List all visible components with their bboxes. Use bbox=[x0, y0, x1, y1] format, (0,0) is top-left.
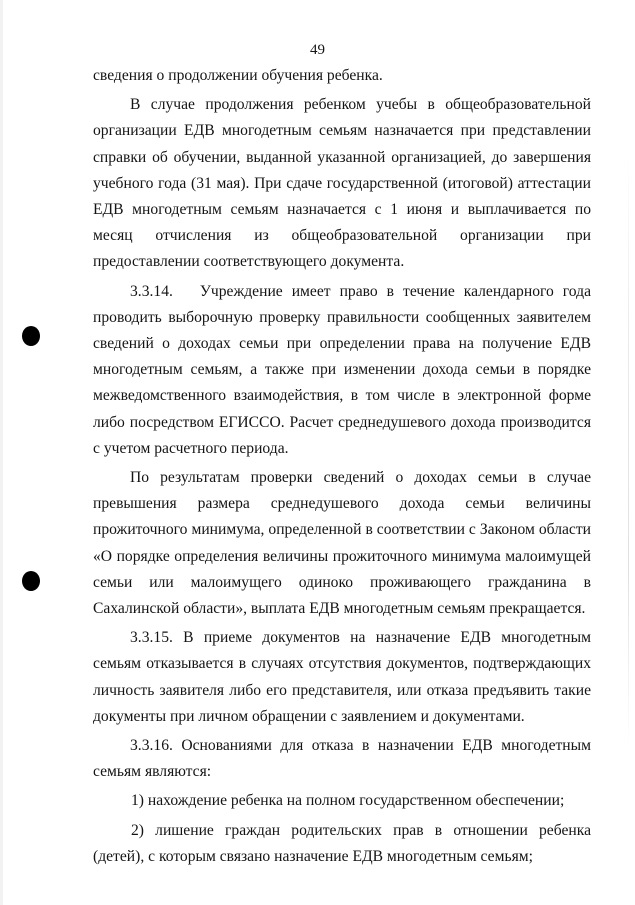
paragraph-3-3-14: 3.3.14. Учреждение имеет право в течение календарного года проводить выборочную проверку правильности сообщенных заявителем сведений о доходах семьи при определении права на получение ЕДВ многодетным семьям, а также при изменении дохода семьи в порядке межведомственного взаимодействия, в том числе в электронной форме либо посредством ЕГИССО. Расчет среднедушевого дохода производится с учетом расчетного периода. bbox=[93, 282, 595, 457]
list-item-1: 1) нахождение ребенка на полном государственном обеспечении; bbox=[131, 792, 565, 810]
paragraph-3-3-15: 3.3.15. В приеме документов на назначение ЕДВ многодетным семьям отказывается в случаях отсутствия документов, подтверждающих личность заявителя либо его представителя, или отказа предъявить такие документы при личном обращении с заявлением и документами. bbox=[93, 629, 591, 725]
paragraph-verification-results: По результатам проверки сведений о доходах семьи в случае превышения размера среднедушевого дохода семьи величины прожиточного минимума, определенной в соответствии с Законом области «О порядке определения величины прожиточного минимума малоимущей семьи или малоимущего одиноко проживающего гражданина в Сахалинской области», выплата ЕДВ многодетным семьям прекращается. bbox=[93, 469, 591, 618]
scan-edge-line bbox=[628, 150, 629, 750]
paragraph-continued-study: В случае продолжения ребенком учебы в общеобразовательной организации ЕДВ многодетным семьям назначается при представлении справки об обучении, выданной указанной организацией, до завершения учебного года (31 мая). При сдаче государственной (итоговой) аттестации ЕДВ многодетным семьям назначается с 1 июня и выплачивается по месяц отчисления из общеобразовательной организации при предоставлении соответствующего документа. bbox=[93, 96, 591, 271]
paragraph-3-3-16: 3.3.16. Основаниями для отказа в назначении ЕДВ многодетным семьям являются: bbox=[93, 737, 591, 781]
paragraph-continuation: сведения о продолжении обучения ребенка. bbox=[93, 67, 383, 84]
binder-hole-icon bbox=[22, 326, 40, 346]
binder-hole-icon bbox=[22, 571, 40, 591]
list-item-2: 2) лишение граждан родительских прав в отношении ребенка (детей), с которым связано назначение ЕДВ многодетным семьям; bbox=[93, 821, 591, 865]
document-body bbox=[93, 63, 595, 873]
page-number: 49 bbox=[310, 42, 325, 58]
scan-edge-shadow bbox=[0, 0, 3, 905]
